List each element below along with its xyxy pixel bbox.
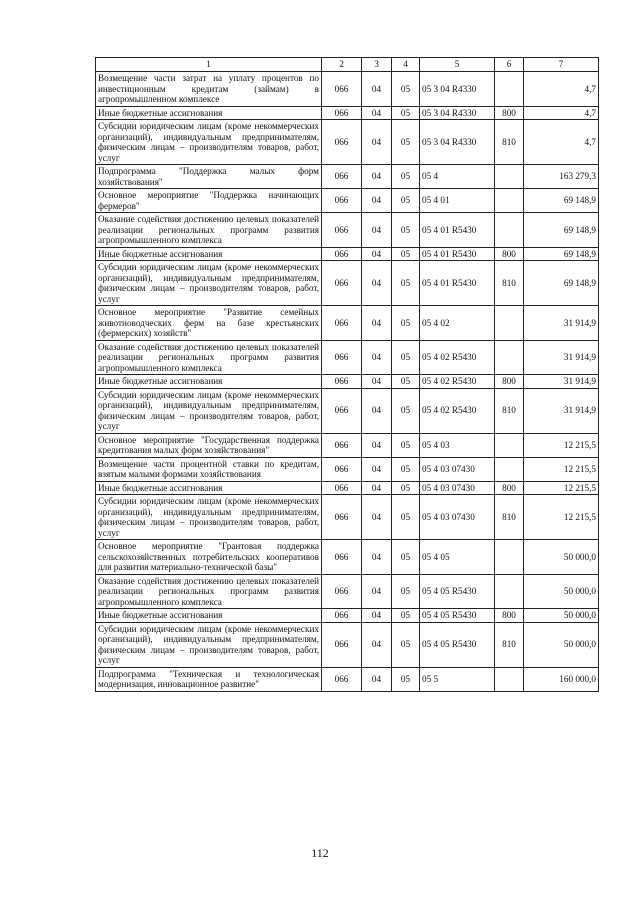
row-name-cell: Иные бюджетные ассигнования [96,609,322,623]
section-code-cell: 04 [362,622,392,667]
target-article-cell: 05 4 05 R5430 [420,622,495,667]
section-code-cell: 04 [362,574,392,609]
table-row [96,574,599,609]
subsection-code-cell: 05 [392,261,420,306]
table-row [96,213,599,248]
row-name-cell: Оказание содействия достижению целевых показателей реализации региональных программ развития агропромышленного комплекса [96,213,322,248]
amount-cell: 12 215,5 [524,495,599,540]
target-article-cell: 05 4 05 [420,540,495,575]
row-name-cell: Возмещение части затрат на уплату процентов по инвестиционным кредитам (займам) в агропромышленном комплексе [96,72,322,107]
section-code-cell: 04 [362,495,392,540]
budget-table [95,57,599,692]
expense-type-cell: 810 [495,495,524,540]
subsection-code-cell: 05 [392,120,420,165]
expense-type-cell: 800 [495,481,524,495]
target-article-cell: 05 4 05 R5430 [420,574,495,609]
table-row [96,261,599,306]
expense-type-cell: 800 [495,106,524,120]
section-code-cell: 04 [362,72,392,107]
page-number: 112 [311,846,329,860]
section-code-cell: 04 [362,261,392,306]
grbs-code-cell: 066 [322,120,362,165]
target-article-cell: 05 4 03 [420,433,495,457]
section-code-cell: 04 [362,388,392,433]
subsection-code-cell: 05 [392,72,420,107]
column-header: 7 [524,58,599,72]
target-article-cell: 05 4 02 [420,306,495,341]
grbs-code-cell: 066 [322,375,362,389]
target-article-cell: 05 4 03 07430 [420,457,495,481]
table-row [96,72,599,107]
target-article-cell: 05 4 02 R5430 [420,388,495,433]
section-code-cell: 04 [362,213,392,248]
section-code-cell: 04 [362,340,392,375]
subsection-code-cell: 05 [392,340,420,375]
expense-type-cell [495,189,524,213]
row-name-cell: Подпрограмма "Техническая и технологическая модернизация, инновационное развитие" [96,667,322,691]
amount-cell: 31 914,9 [524,388,599,433]
amount-cell: 69 148,9 [524,189,599,213]
subsection-code-cell: 05 [392,306,420,341]
expense-type-cell [495,433,524,457]
amount-cell: 12 215,5 [524,457,599,481]
row-name-cell: Субсидии юридическим лицам (кроме некоммерческих организаций), индивидуальным предпринимателям, физическим лицам – производителям товаров, работ, услуг [96,388,322,433]
grbs-code-cell: 066 [322,622,362,667]
grbs-code-cell: 066 [322,306,362,341]
subsection-code-cell: 05 [392,667,420,691]
row-name-cell: Субсидии юридическим лицам (кроме некоммерческих организаций), индивидуальным предпринимателям, физическим лицам – производителям товаров, работ, услуг [96,495,322,540]
section-code-cell: 04 [362,481,392,495]
amount-cell: 31 914,9 [524,375,599,389]
table-row [96,540,599,575]
table-row [96,189,599,213]
target-article-cell: 05 5 [420,667,495,691]
row-name-cell: Иные бюджетные ассигнования [96,106,322,120]
row-name-cell: Основное мероприятие "Государственная поддержка кредитования малых форм хозяйствования" [96,433,322,457]
table-row [96,457,599,481]
expense-type-cell: 810 [495,388,524,433]
section-code-cell: 04 [362,106,392,120]
expense-type-cell [495,667,524,691]
subsection-code-cell: 05 [392,213,420,248]
amount-cell: 69 148,9 [524,213,599,248]
row-name-cell: Возмещение части процентной ставки по кредитам, взятым малыми формами хозяйствования [96,457,322,481]
expense-type-cell [495,72,524,107]
table-row [96,106,599,120]
column-header: 5 [420,58,495,72]
table-row [96,247,599,261]
table-row [96,667,599,691]
section-code-cell: 04 [362,540,392,575]
section-code-cell: 04 [362,433,392,457]
target-article-cell: 05 4 [420,165,495,189]
target-article-cell: 05 4 03 07430 [420,495,495,540]
grbs-code-cell: 066 [322,247,362,261]
header-row [96,58,599,72]
subsection-code-cell: 05 [392,481,420,495]
grbs-code-cell: 066 [322,540,362,575]
section-code-cell: 04 [362,609,392,623]
row-name-cell: Иные бюджетные ассигнования [96,247,322,261]
section-code-cell: 04 [362,247,392,261]
subsection-code-cell: 05 [392,375,420,389]
target-article-cell: 05 4 01 R5430 [420,261,495,306]
table-row [96,481,599,495]
expense-type-cell: 810 [495,120,524,165]
row-name-cell: Субсидии юридическим лицам (кроме некоммерческих организаций), индивидуальным предпринимателям, физическим лицам – производителям товаров, работ, услуг [96,622,322,667]
column-header: 1 [96,58,322,72]
expense-type-cell: 800 [495,375,524,389]
amount-cell: 4,7 [524,106,599,120]
row-name-cell: Основное мероприятие "Грантовая поддержка сельскохозяйственных потребительских кооперативов для развития материально-технической базы" [96,540,322,575]
grbs-code-cell: 066 [322,72,362,107]
grbs-code-cell: 066 [322,495,362,540]
amount-cell: 50 000,0 [524,609,599,623]
amount-cell: 50 000,0 [524,540,599,575]
table-row [96,609,599,623]
table-row [96,388,599,433]
amount-cell: 31 914,9 [524,306,599,341]
subsection-code-cell: 05 [392,247,420,261]
target-article-cell: 05 3 04 R4330 [420,72,495,107]
amount-cell: 160 000,0 [524,667,599,691]
subsection-code-cell: 05 [392,622,420,667]
subsection-code-cell: 05 [392,609,420,623]
row-name-cell: Основное мероприятие "Развитие семейных животноводческих ферм на базе крестьянских (фермерских) хозяйств" [96,306,322,341]
amount-cell: 69 148,9 [524,261,599,306]
amount-cell: 50 000,0 [524,574,599,609]
amount-cell: 12 215,5 [524,433,599,457]
expense-type-cell: 800 [495,609,524,623]
target-article-cell: 05 4 02 R5430 [420,375,495,389]
subsection-code-cell: 05 [392,540,420,575]
table-row [96,340,599,375]
grbs-code-cell: 066 [322,457,362,481]
section-code-cell: 04 [362,189,392,213]
subsection-code-cell: 05 [392,457,420,481]
target-article-cell: 05 4 03 07430 [420,481,495,495]
section-code-cell: 04 [362,165,392,189]
amount-cell: 50 000,0 [524,622,599,667]
grbs-code-cell: 066 [322,106,362,120]
grbs-code-cell: 066 [322,388,362,433]
amount-cell: 31 914,9 [524,340,599,375]
grbs-code-cell: 066 [322,213,362,248]
grbs-code-cell: 066 [322,574,362,609]
grbs-code-cell: 066 [322,609,362,623]
row-name-cell: Основное мероприятие "Поддержка начинающих фермеров" [96,189,322,213]
subsection-code-cell: 05 [392,165,420,189]
grbs-code-cell: 066 [322,433,362,457]
amount-cell: 163 279,3 [524,165,599,189]
table-row [96,622,599,667]
grbs-code-cell: 066 [322,481,362,495]
grbs-code-cell: 066 [322,189,362,213]
target-article-cell: 05 4 01 R5430 [420,213,495,248]
amount-cell: 12 215,5 [524,481,599,495]
column-header: 6 [495,58,524,72]
amount-cell: 4,7 [524,72,599,107]
row-name-cell: Иные бюджетные ассигнования [96,481,322,495]
expense-type-cell: 800 [495,247,524,261]
expense-type-cell [495,457,524,481]
row-name-cell: Подпрограмма "Поддержка малых форм хозяйствования" [96,165,322,189]
column-header: 2 [322,58,362,72]
section-code-cell: 04 [362,120,392,165]
target-article-cell: 05 4 05 R5430 [420,609,495,623]
column-header: 4 [392,58,420,72]
table-row [96,375,599,389]
subsection-code-cell: 05 [392,495,420,540]
subsection-code-cell: 05 [392,106,420,120]
expense-type-cell [495,165,524,189]
expense-type-cell [495,574,524,609]
row-name-cell: Иные бюджетные ассигнования [96,375,322,389]
amount-cell: 4,7 [524,120,599,165]
subsection-code-cell: 05 [392,433,420,457]
grbs-code-cell: 066 [322,261,362,306]
target-article-cell: 05 3 04 R4330 [420,120,495,165]
expense-type-cell [495,306,524,341]
subsection-code-cell: 05 [392,189,420,213]
table-row [96,165,599,189]
expense-type-cell [495,340,524,375]
row-name-cell: Субсидии юридическим лицам (кроме некоммерческих организаций), индивидуальным предпринимателям, физическим лицам – производителям товаров, работ, услуг [96,120,322,165]
target-article-cell: 05 4 02 R5430 [420,340,495,375]
target-article-cell: 05 4 01 R5430 [420,247,495,261]
grbs-code-cell: 066 [322,340,362,375]
table-row [96,433,599,457]
amount-cell: 69 148,9 [524,247,599,261]
expense-type-cell [495,540,524,575]
grbs-code-cell: 066 [322,165,362,189]
section-code-cell: 04 [362,375,392,389]
table-row [96,306,599,341]
expense-type-cell: 810 [495,261,524,306]
table-row [96,495,599,540]
section-code-cell: 04 [362,457,392,481]
subsection-code-cell: 05 [392,574,420,609]
row-name-cell: Оказание содействия достижению целевых показателей реализации региональных программ развития агропромышленного комплекса [96,340,322,375]
section-code-cell: 04 [362,306,392,341]
expense-type-cell: 810 [495,622,524,667]
grbs-code-cell: 066 [322,667,362,691]
column-header: 3 [362,58,392,72]
target-article-cell: 05 3 04 R4330 [420,106,495,120]
expense-type-cell [495,213,524,248]
row-name-cell: Оказание содействия достижению целевых показателей реализации региональных программ развития агропромышленного комплекса [96,574,322,609]
row-name-cell: Субсидии юридическим лицам (кроме некоммерческих организаций), индивидуальным предпринимателям, физическим лицам – производителям товаров, работ, услуг [96,261,322,306]
target-article-cell: 05 4 01 [420,189,495,213]
table-row [96,120,599,165]
subsection-code-cell: 05 [392,388,420,433]
section-code-cell: 04 [362,667,392,691]
